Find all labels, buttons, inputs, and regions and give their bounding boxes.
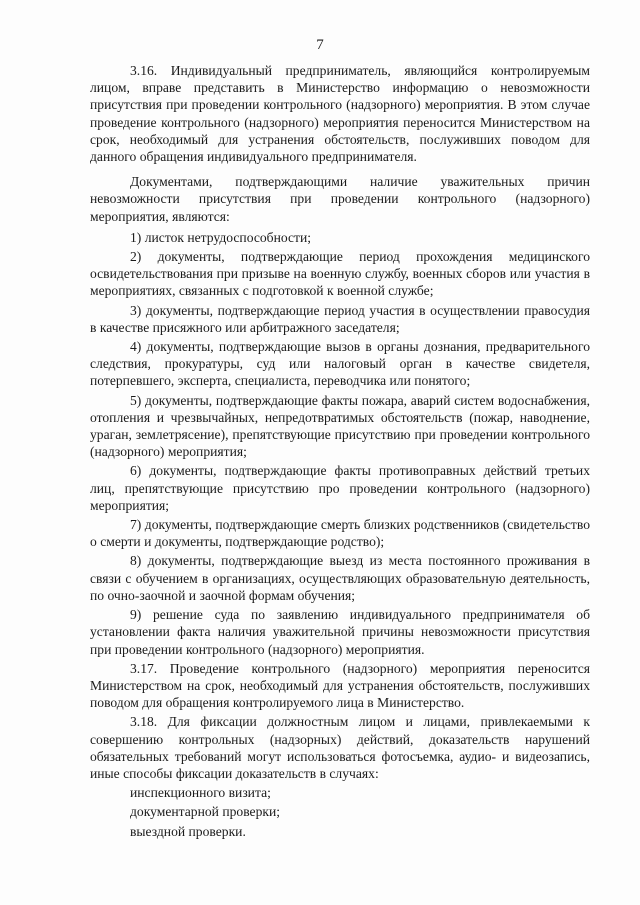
- list-item-3: 3) документы, подтверждающие период участия в осуществлении правосудия в качестве присяжного или арбитражного заседателя;: [90, 302, 590, 335]
- list-item-5: 5) документы, подтверждающие факты пожара, аварий систем водоснабжения, отопления и чрезвычайных, непредотвратимых обстоятельств (пожар, наводнение, ураган, землетрясение), препятствующие присутствию при проведении контрольного (надзорного) мероприятия;: [90, 392, 590, 460]
- list-item-1: 1) листок нетрудоспособности;: [130, 229, 312, 245]
- paragraph-3-16: 3.16. Индивидуальный предприниматель, являющийся контролируемым лицом, вправе представить в Министерство информацию о невозможности присутствия при проведении контрольного (надзорного) мероприятия. В этом случае проведение контрольного (надзорного) мероприятия переносится Министерством на срок, необходимый для устранения обстоятельств, послуживших поводом для данного обращения индивидуального предпринимателя.: [90, 63, 590, 165]
- case-item-field-check: выездной проверки.: [130, 823, 246, 839]
- document-body: [90, 62, 590, 842]
- paragraph-3-18: 3.18. Для фиксации должностным лицом и лицами, привлекаемыми к совершению контрольных (надзорных) действий, доказательств нарушений обязательных требований могут использоваться фотосъемка, аудио- и видеозапись, иные способы фиксации доказательств в случаях:: [90, 714, 590, 781]
- case-item-inspection-visit: инспекционного визита;: [130, 785, 271, 801]
- list-item-2: 2) документы, подтверждающие период прохождения медицинского освидетельствования при призыве на военную службу, военных сборов или участия в мероприятиях, связанных с подготовкой к военной службе;: [90, 249, 590, 299]
- list-item-4: 4) документы, подтверждающие вызов в органы дознания, предварительного следствия, прокуратуры, суд или налоговый орган в качестве свидетеля, потерпевшего, эксперта, специалиста, переводчика или понятого;: [90, 339, 590, 389]
- list-item-8: 8) документы, подтверждающие выезд из места постоянного проживания в связи с обучением в организациях, осуществляющих образовательную деятельность, по очно-заочной и заочной формам обучения;: [90, 553, 590, 603]
- paragraph-3-17: 3.17. Проведение контрольного (надзорного) мероприятия переносится Министерством на срок, необходимый для устранения обстоятельств, послуживших поводом для обращения контролируемого лица в Министерство.: [90, 660, 590, 711]
- list-item-7: 7) документы, подтверждающие смерть близких родственников (свидетельство о смерти и документы, подтверждающие родство);: [90, 517, 590, 550]
- case-item-documentary-check: документарной проверки;: [130, 804, 281, 820]
- list-item-6: 6) документы, подтверждающие факты противоправных действий третьих лиц, препятствующие присутствию про проведении контрольного (надзорного) мероприятия;: [90, 463, 590, 513]
- page-number: 7: [316, 37, 324, 53]
- paragraph-documents-intro: Документами, подтверждающими наличие уважительных причин невозможности присутствия при проведении контрольного (надзорного) мероприятия, являются:: [90, 174, 590, 224]
- list-item-9: 9) решение суда по заявлению индивидуального предпринимателя об установлении факта наличия уважительной причины невозможности присутствия при проведении контрольного (надзорного) мероприятия.: [90, 607, 590, 657]
